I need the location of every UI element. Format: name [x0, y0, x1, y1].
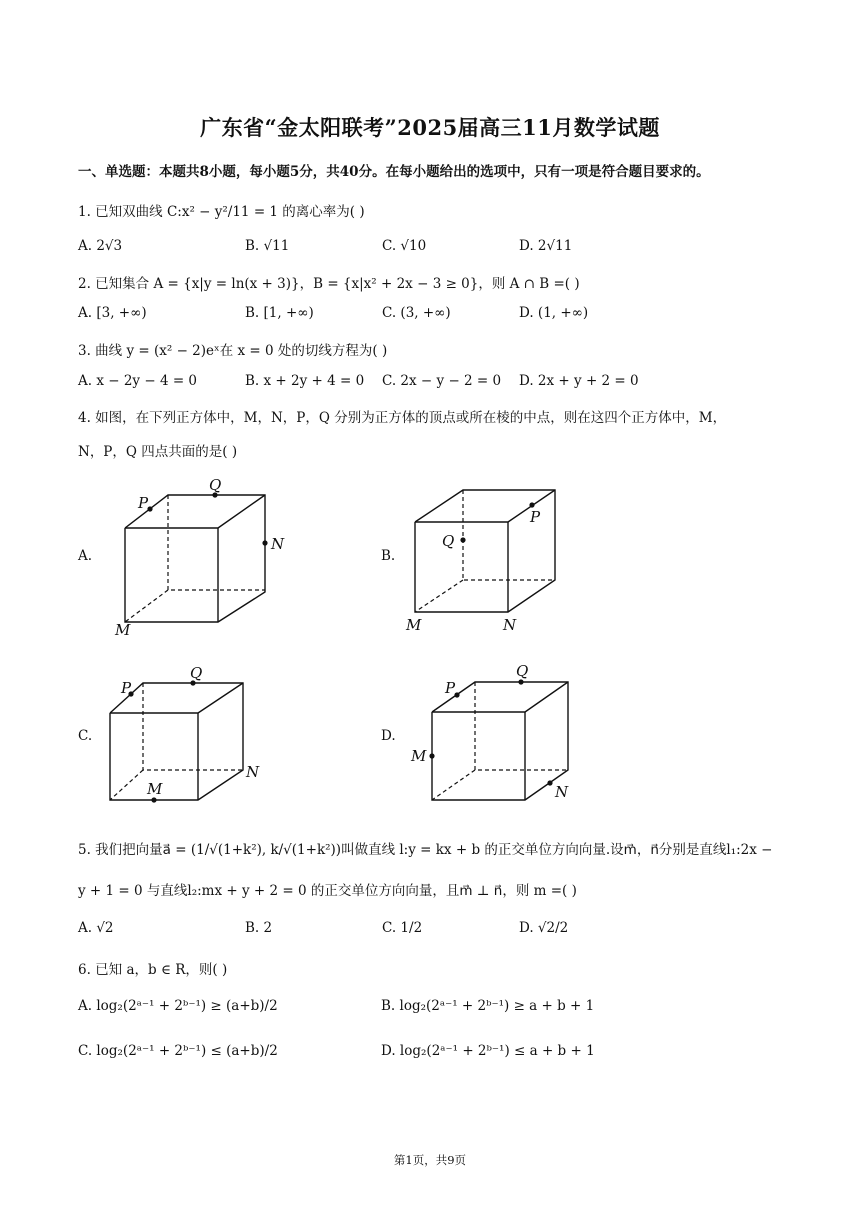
- page-title: 广东省“金太阳联考”2025届高三11月数学试题: [200, 115, 660, 140]
- question-4-stem: 4. 如图，在下列正方体中，M，N，P，Q 分别为正方体的顶点或所在棱的中点，则在这四个正方体中，M，: [78, 410, 727, 426]
- q1-option-d: D. 2√11: [519, 238, 573, 254]
- label-m: M: [147, 780, 163, 798]
- q3-option-d: D. 2x + y + 2 = 0: [519, 373, 639, 389]
- cube-figure-b: [400, 480, 570, 640]
- page-footer: 第1页，共9页: [393, 1153, 467, 1167]
- label-q: Q: [516, 662, 529, 680]
- q6-option-b: B. log₂(2ᵃ⁻¹ + 2ᵇ⁻¹) ≥ a + b + 1: [381, 998, 595, 1014]
- cube-figure-d: [405, 660, 585, 810]
- q3-option-c: C. 2x − y − 2 = 0: [382, 373, 502, 389]
- label-m: M: [406, 616, 422, 634]
- label-p: P: [138, 494, 149, 512]
- q2-option-c: C. (3, +∞): [382, 305, 451, 321]
- q1-option-a: A. 2√3: [78, 238, 123, 254]
- q5-option-a: A. √2: [78, 920, 114, 936]
- point-q-marker: [460, 537, 465, 542]
- label-m: M: [115, 621, 131, 639]
- point-n-marker: [262, 540, 267, 545]
- q5-option-d: D. √2/2: [519, 920, 569, 936]
- label-n: N: [503, 616, 517, 634]
- point-m-marker: [429, 753, 434, 758]
- label-p: P: [121, 679, 132, 697]
- label-n: N: [555, 783, 569, 801]
- point-p-marker: [529, 502, 534, 507]
- q3-option-a: A. x − 2y − 4 = 0: [78, 373, 198, 389]
- q2-option-b: B. [1, +∞): [245, 305, 314, 321]
- point-p-marker: [454, 692, 459, 697]
- figure-d-label: D.: [381, 728, 396, 744]
- label-p: P: [445, 679, 456, 697]
- label-n: N: [246, 763, 260, 781]
- point-q-marker: [518, 679, 523, 684]
- q2-option-d: D. (1, +∞): [519, 305, 589, 321]
- question-1-stem: 1. 已知双曲线 C:x² − y²/11 = 1 的离心率为( ): [78, 204, 365, 220]
- cube-figure-a: [110, 470, 290, 640]
- label-m: M: [411, 747, 427, 765]
- label-q: Q: [209, 476, 222, 494]
- q2-option-a: A. [3, +∞): [78, 305, 147, 321]
- q6-option-a: A. log₂(2ᵃ⁻¹ + 2ᵇ⁻¹) ≥ (a+b)/2: [78, 998, 278, 1014]
- q6-option-c: C. log₂(2ᵃ⁻¹ + 2ᵇ⁻¹) ≤ (a+b)/2: [78, 1043, 278, 1059]
- cube-figure-c: [95, 660, 275, 810]
- figure-a-label: A.: [78, 548, 93, 564]
- figure-c-label: C.: [78, 728, 93, 744]
- question-6-stem: 6. 已知 a，b ∈ R，则( ): [78, 962, 228, 978]
- q5-option-b: B. 2: [245, 920, 273, 936]
- q6-option-d: D. log₂(2ᵃ⁻¹ + 2ᵇ⁻¹) ≤ a + b + 1: [381, 1043, 595, 1059]
- label-n: N: [271, 535, 285, 553]
- figure-b-label: B.: [381, 548, 396, 564]
- label-p: P: [530, 508, 541, 526]
- section-heading: 一、单选题：本题共8小题，每小题5分，共40分。在每小题给出的选项中，只有一项是符合题目要求的。: [78, 164, 710, 180]
- question-5-stem-cont: y + 1 = 0 与直线l₂:mx + y + 2 = 0 的正交单位方向向量，且m⃗ ⊥ n⃗，则 m =( ): [78, 883, 577, 899]
- point-n-marker: [547, 780, 552, 785]
- question-4-stem-cont: N，P，Q 四点共面的是( ): [78, 444, 238, 460]
- q3-option-b: B. x + 2y + 4 = 0: [245, 373, 365, 389]
- label-q: Q: [442, 532, 455, 550]
- q5-option-c: C. 1/2: [382, 920, 423, 936]
- label-q: Q: [190, 664, 203, 682]
- point-m-marker: [151, 797, 156, 802]
- q1-option-b: B. √11: [245, 238, 290, 254]
- question-3-stem: 3. 曲线 y = (x² − 2)eˣ在 x = 0 处的切线方程为( ): [78, 343, 388, 359]
- question-5-stem: 5. 我们把向量a⃗ = (1/√(1+k²), k/√(1+k²))叫做直线 l:y = kx + b 的正交单位方向向量.设m⃗，n⃗分别是直线l₁:2x −: [78, 842, 773, 858]
- question-2-stem: 2. 已知集合 A = {x|y = ln(x + 3)}，B = {x|x² + 2x − 3 ≥ 0}，则 A ∩ B =( ): [78, 276, 580, 292]
- q1-option-c: C. √10: [382, 238, 427, 254]
- point-p-marker: [147, 506, 152, 511]
